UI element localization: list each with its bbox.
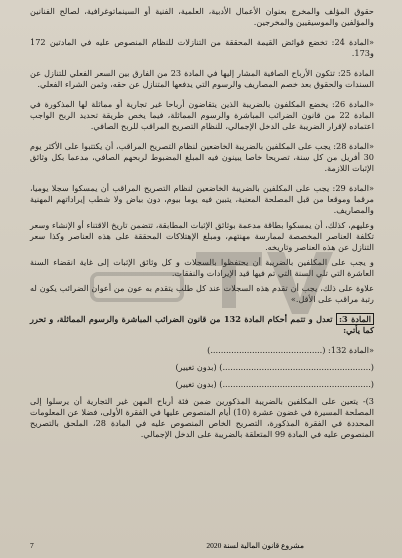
paragraph-article-29-cont-3: علاوة على ذلك، يجب أن تقدم هذه السجلات عند كل طلب يتقدم به عون من أعوان الضرائب يكون له رتبة مراقب على الأقل.» — [30, 283, 374, 304]
paragraph-article-29: «المادة 29: يجب على المكلفين بالضريبة الخاضعين لنظام التصريح المراقب أن يمسكوا سجلا يوميا، مرقما وموقعا من قبل المصلحة المعنية، يتبين فيه يوما بيوم، دون بياض ولا شطب إيراداتهم المهنية والمصاريف. — [30, 183, 375, 215]
page-footer — [30, 540, 374, 552]
paragraph-article-28: «المادة 28: يجب على المكلفين بالضريبة الخاضعين لنظام التصريح المراقب، أن يكتتبوا على الأكثر يوم 30 أفريل من كل سنة، تصريحا خاصا يبينون فيه المبلغ المضبوط لربحهم الصافي، مدعما بكل وثائق الإثبات اللازمة. — [30, 141, 375, 173]
article-132-line-1: «المادة 132: (...........................................) — [207, 345, 374, 355]
footer-title: مشروع قانون المالية لسنة 2020 — [206, 541, 304, 550]
paragraph-article-26: «المادة 26: يخضع المكلفون بالضريبة الذين يتقاضون أرباحا غير تجارية أو مماثلة لها المذكورة في المادة 22 من قانون الضرائب المباشرة والرسوم المماثلة، فيما يخص طريقة تحديد الربح الواجب اعتماده لإقرار الضريبة على الدخل الإجمالي، للنظام التصريح المراقب للربح الصافي. — [30, 99, 374, 131]
article-3-text: تعدل و تتمم أحكام المادة 132 من قانون الضرائب المباشرة والرسوم المماثلة، و تحرر كما يأتي: — [30, 314, 374, 335]
paragraph-1: حقوق المؤلف والمخرج بعنوان الأعمال الأدبية، العلمية، الفنية أو السينماتوغرافية، لصالح الفنانين والمؤلفين والموسيقيين والمخرجين. — [30, 6, 374, 27]
paragraph-article-25: المادة 25: تتكون الأرباح الصافية المشار إليها في المادة 23 من الفارق بين السعر الفعلي للتنازل عن السندات والحقوق بعد خصم المصاريف والرسوم التي يدفعها المتنازل عن حقه، وثمن الشراء الفعلي. — [30, 68, 374, 89]
paragraph-article-132-item-3: 3)- يتعين على المكلفين بالضريبة المذكورين ضمن فئة أرباح المهن غير التجارية أن يرسلوا إلى المصلحة المسيرة في غضون عشرة (10) أيام المنصوص عليها في الفقرة الأولى، فضلا عن المعلومات المحددة في الفقرة المذكورة، التصريح الخاص المنصوص عليه في المادة 28، الملحق بالتصريح المنصوص عليه في المادة 99 المتعلقة بالضريبة على الدخل الإجمالي. — [30, 396, 375, 439]
article-3-heading — [30, 314, 374, 336]
paragraph-article-29-cont-1: وعليهم، كذلك، أن يمسكوا بطاقة مدعمة بوثائق الإثبات المطابقة، تتضمن تاريخ الاقتناء أو الإنشاء وسعر تكلفة العناصر المخصصة لممارسة مهنتهم، ومبلغ الإهتلاكات المحققة على هذه العناصر وكذا سعر التنازل عن هذه العناصر وتاريخه. — [30, 220, 374, 252]
paragraph-article-29-cont-2: و يجب على المكلفين بالضريبة أن يحتفظوا بالسجلات و كل وثائق الإثبات إلى غاية انقضاء السنة العاشرة التي تلي السنة التي تم فيها قيد الإيرادات والنفقات. — [30, 257, 374, 278]
article-132-line-2: (.........................................................) (بدون تغيير) — [175, 362, 374, 372]
page-number: 7 — [30, 541, 34, 550]
article-132-line-3: (.........................................................) (بدون تغيير) — [175, 379, 374, 389]
article-3-label: المادة 3: — [336, 313, 374, 325]
paragraph-article-24: «المادة 24: تخضع قوائض القيمة المحققة من التنازلات للنظام المنصوص عليه في المادتين 172 و173. — [30, 37, 375, 58]
